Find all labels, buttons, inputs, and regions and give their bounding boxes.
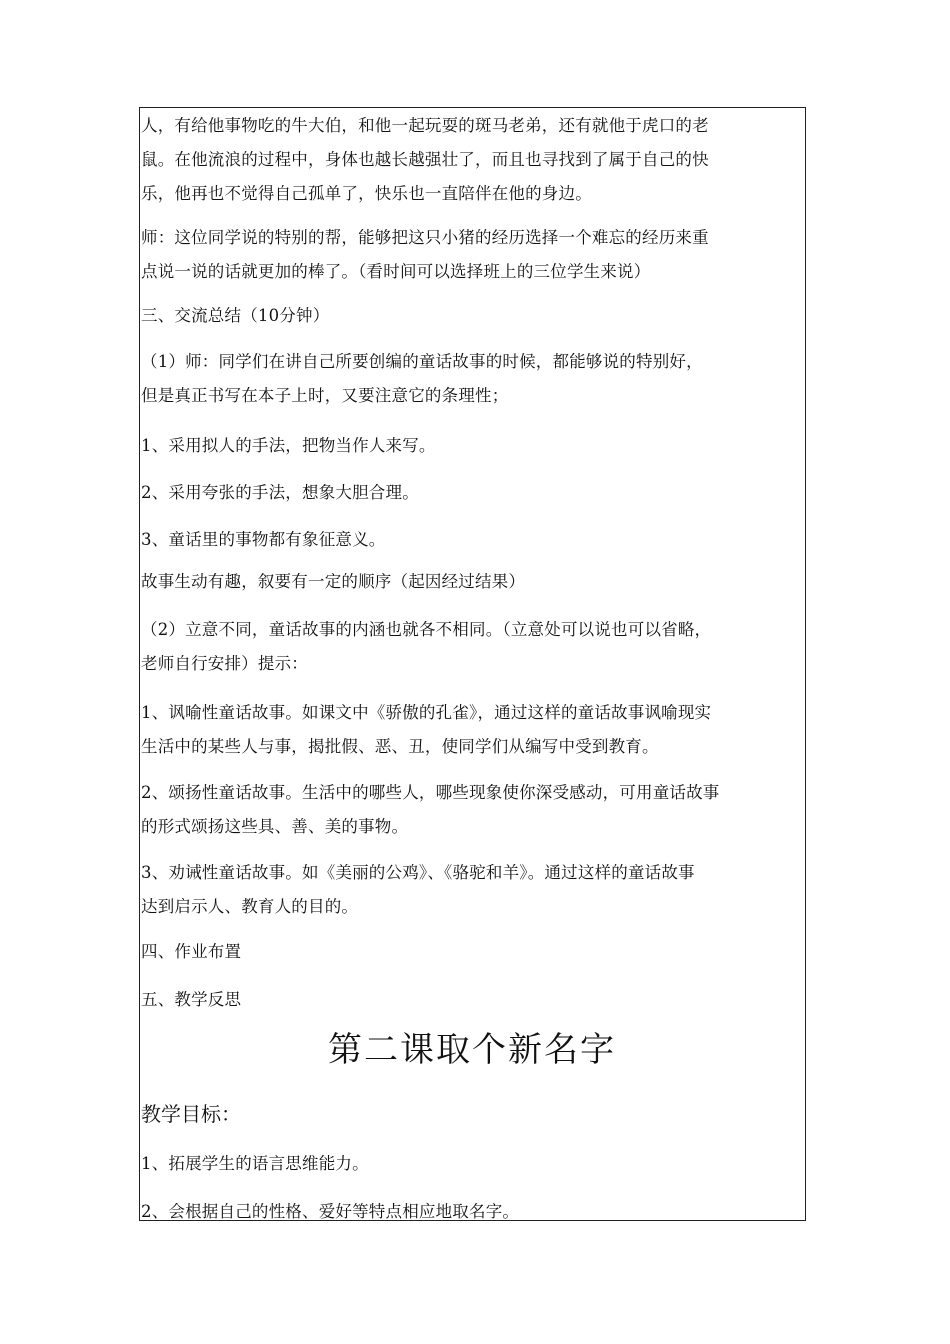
- list-item: 2、颂扬性童话故事。生活中的哪些人，哪些现象使你深受感动，可用童话故事: [141, 783, 720, 802]
- lesson-title: 第二课取个新名字: [328, 1030, 616, 1070]
- section-heading: 四、作业布置: [141, 942, 242, 961]
- paragraph-line: 故事生动有趣，叙要有一定的顺序（起因经过结果）: [141, 572, 526, 591]
- list-item: 3、劝诫性童话故事。如《美丽的公鸡》、《骆驼和羊》。通过这样的童话故事: [141, 863, 695, 882]
- paragraph-line: 鼠。在他流浪的过程中，身体也越长越强壮了，而且也寻找到了属于自己的快: [141, 150, 709, 169]
- list-item: 2、采用夸张的手法，想象大胆合理。: [141, 483, 419, 502]
- list-item: 1、采用拟人的手法，把物当作人来写。: [141, 436, 436, 455]
- paragraph-line: （2）立意不同，童话故事的内涵也就各不相同。（立意处可以说也可以省略，: [141, 620, 712, 639]
- paragraph-line: 人，有给他事物吃的牛大伯，和他一起玩耍的斑马老弟，还有就他于虎口的老: [141, 116, 709, 135]
- paragraph-line: 点说一说的话就更加的棒了。（看时间可以选择班上的三位学生来说）: [141, 262, 651, 281]
- list-item: 的形式颂扬这些具、善、美的事物。: [141, 817, 409, 836]
- list-item: 3、童话里的事物都有象征意义。: [141, 530, 386, 549]
- objectives-label: 教学目标：: [141, 1102, 241, 1126]
- list-item: 1、讽喻性童话故事。如课文中《骄傲的孔雀》，通过这样的童话故事讽喻现实: [141, 703, 712, 722]
- paragraph-line: 师：这位同学说的特别的帮，能够把这只小猪的经历选择一个难忘的经历来重: [141, 228, 709, 247]
- paragraph-line: 老师自行安排）提示：: [141, 654, 308, 673]
- paragraph-line: （1）师：同学们在讲自己所要创编的童话故事的时候，都能够说的特别好，: [141, 352, 703, 371]
- paragraph-line: 但是真正书写在本子上时，又要注意它的条理性；: [141, 386, 509, 405]
- list-item: 生活中的某些人与事，揭批假、恶、丑，使同学们从编写中受到教育。: [141, 737, 659, 756]
- list-item: 达到启示人、教育人的目的。: [141, 897, 359, 916]
- section-heading: 三、交流总结（10分钟）: [141, 306, 330, 325]
- objective-item: 2、会根据自己的性格、爱好等特点相应地取名字。: [141, 1202, 520, 1221]
- objective-item: 1、拓展学生的语言思维能力。: [141, 1154, 369, 1173]
- section-heading: 五、教学反思: [141, 990, 242, 1009]
- paragraph-line: 乐，他再也不觉得自己孤单了，快乐也一直陪伴在他的身边。: [141, 184, 592, 203]
